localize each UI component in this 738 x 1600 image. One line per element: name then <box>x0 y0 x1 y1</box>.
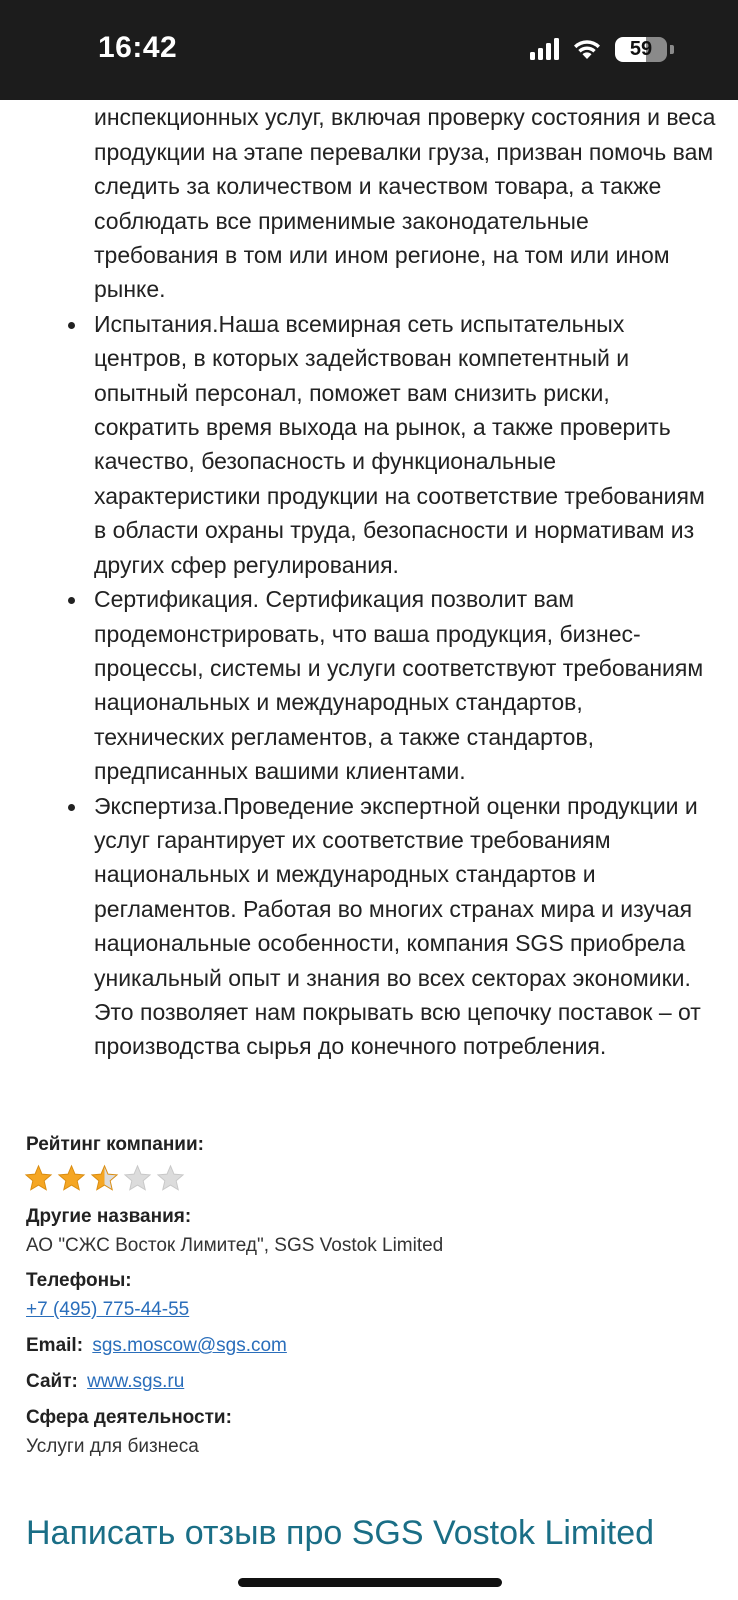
list-item: инспекционных услуг, включая проверку состояния и веса продукции на этапе перевалки груза, призван помочь вам следить за количеством и качеством товара, а также соблюдать все применимые законодательные требования в том или ином регионе, на том или ином рынке. <box>94 104 716 303</box>
rating-stars <box>24 1164 185 1193</box>
list-item: Испытания.Наша всемирная сеть испытательных центров, в которых задействован компетентный и опытный персонал, поможет вам снизить риски, сократить время выхода на рынок, а также проверить качество, безопасность и функциональные характеристики продукции на соответствие требованиям в области охраны труда, безопасности и нормативам из других сфер регулирования. <box>0 307 738 582</box>
star-icon <box>24 1164 53 1193</box>
activity-value: Услуги для бизнеса <box>26 1436 199 1457</box>
home-indicator[interactable] <box>238 1578 502 1587</box>
battery-level: 59 <box>629 37 653 60</box>
activity-label: Сфера деятельности: <box>26 1407 232 1428</box>
status-time: 16:42 <box>98 31 178 64</box>
phones-label: Телефоны: <box>26 1270 132 1291</box>
other-names-label: Другие названия: <box>26 1206 192 1227</box>
list-item: Сертификация. Сертификация позволит вам продемонстрировать, что ваша продукция, бизнес-процессы, системы и услуги соответствуют требованиям национальных и международных стандартов, технических регламентов, а также стандартов, предписанных вашими клиентами. <box>0 582 738 788</box>
phone-link[interactable]: +7 (495) 775-44-55 <box>26 1299 190 1320</box>
battery-icon <box>615 37 667 62</box>
star-icon <box>90 1164 119 1193</box>
star-icon <box>123 1164 152 1193</box>
other-names-value: АО "СЖС Восток Лимитед", SGS Vostok Limited <box>26 1235 444 1256</box>
site-label: Сайт: <box>26 1371 78 1392</box>
services-list <box>0 66 738 1064</box>
email-label: Email: <box>26 1335 84 1356</box>
signal-icon <box>530 38 559 60</box>
star-icon <box>57 1164 86 1193</box>
site-link[interactable]: www.sgs.ru <box>87 1371 185 1392</box>
status-icons <box>530 36 674 62</box>
status-bar <box>0 0 738 100</box>
battery-tip <box>670 45 674 54</box>
write-review-link[interactable]: Написать отзыв про SGS Vostok Limited <box>26 1514 655 1552</box>
rating-label: Рейтинг компании: <box>26 1134 204 1155</box>
star-icon <box>156 1164 185 1193</box>
list-item: Экспертиза.Проведение экспертной оценки продукции и услуг гарантирует их соответствие требованиям национальных и международных стандартов и регламентов. Работая во многих странах мира и изучая национальные особенности, компания SGS приобрела уникальный опыт и знания во всех секторах экономики. Это позволяет нам покрывать всю цепочку поставок – от производства сырья до конечного потребления. <box>0 789 738 1064</box>
email-link[interactable]: sgs.moscow@sgs.com <box>92 1335 287 1356</box>
wifi-icon <box>571 37 603 61</box>
